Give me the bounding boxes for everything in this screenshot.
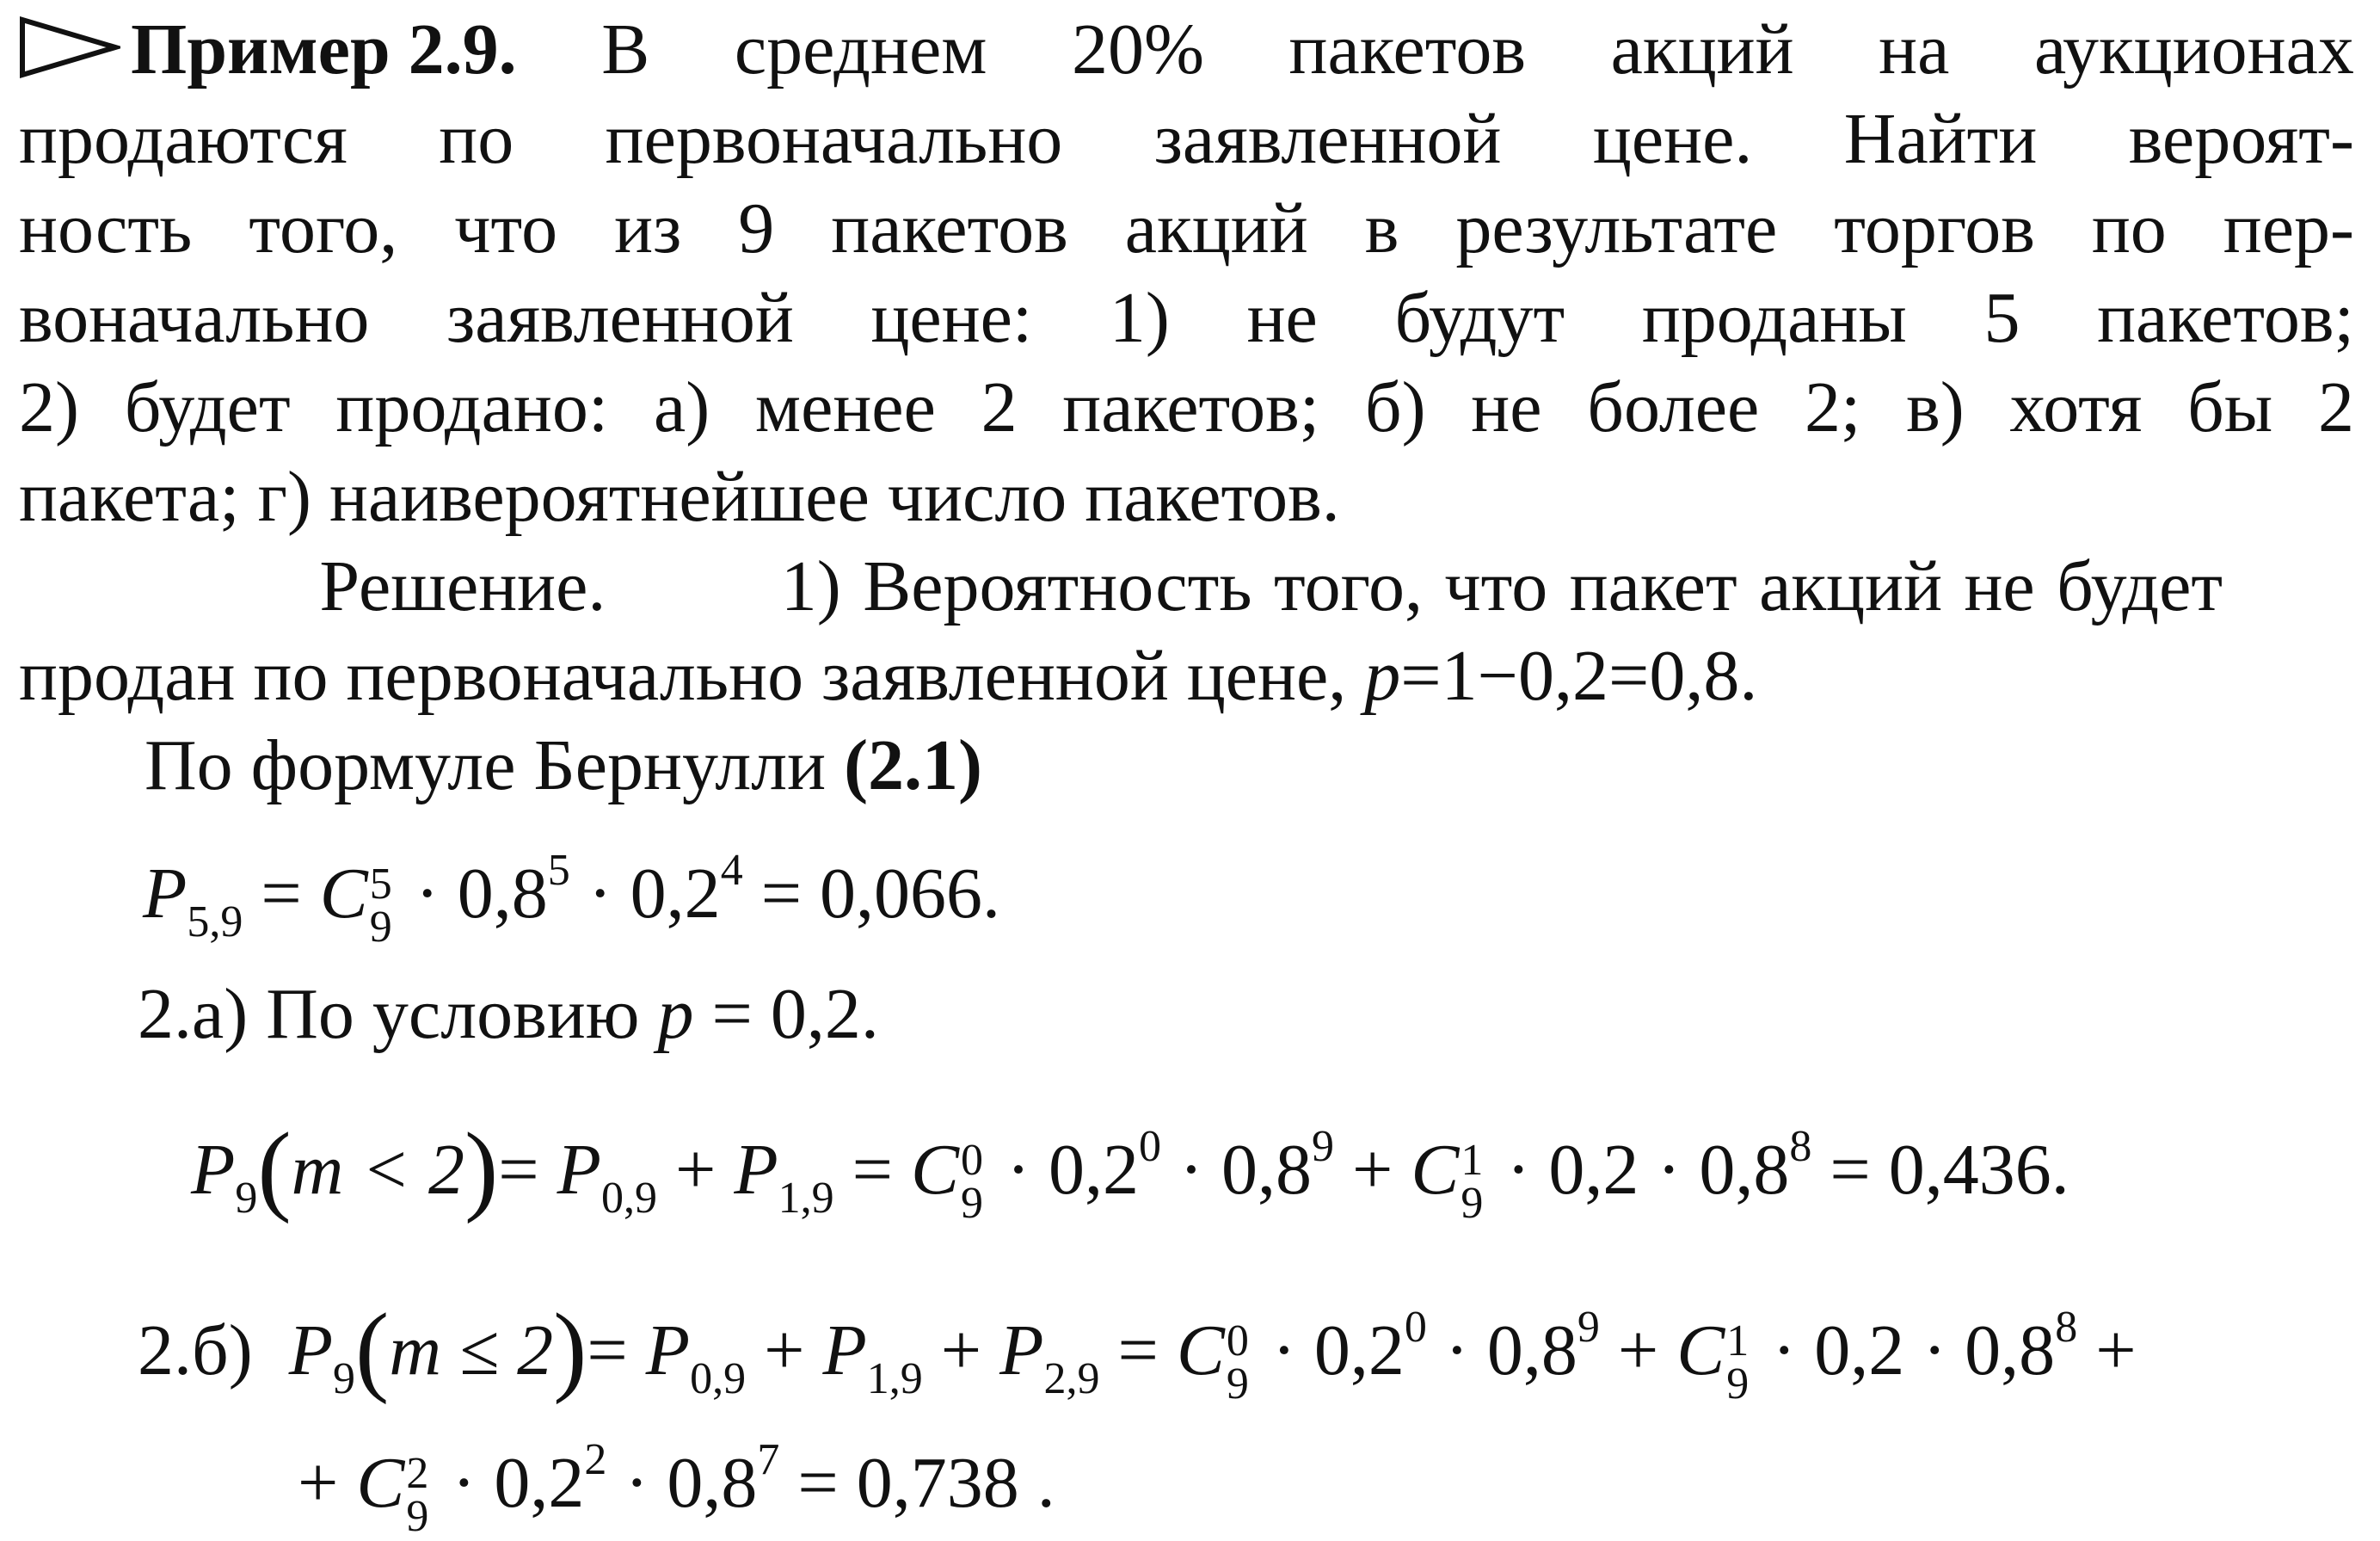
formula-superscript: 9 [1577, 1303, 1600, 1352]
formula-index [1226, 1316, 1249, 1408]
word: более [1587, 367, 1760, 447]
example-title: Пример 2.9. [131, 9, 517, 89]
word: не [1964, 546, 2035, 626]
formula-paren: ) [464, 1112, 499, 1224]
formula-superscript: 5 [547, 846, 570, 895]
problem-line-6-text: пакета; г) наивероятнейшее число пакетов. [19, 457, 1340, 537]
word: будет [2057, 546, 2223, 626]
formula-operator: = [261, 854, 302, 934]
formula-index [961, 1136, 984, 1228]
formula-result: = 0,436. [1830, 1130, 2069, 1210]
formula-symbol: C [356, 1443, 405, 1523]
word: проданы [1641, 278, 1907, 358]
formula-symbol: P [645, 1310, 691, 1390]
formula-operator: = [1117, 1310, 1159, 1390]
solution-line-2-var: p [1364, 636, 1401, 716]
formula-symbol: P [999, 1310, 1044, 1390]
formula-superscript: 1 [1726, 1316, 1750, 1365]
word: пакетов [1288, 9, 1527, 89]
formula-intro-line [19, 721, 2354, 811]
word: пер- [2223, 188, 2354, 268]
word: продано: [335, 367, 609, 447]
formula-superscript: 0 [1404, 1303, 1427, 1352]
case-2a-var: p [657, 974, 694, 1054]
formula-superscript: 0 [1139, 1122, 1162, 1171]
word: того, [249, 188, 398, 268]
solution-line-2-value: =1−0,2=0,8. [1400, 636, 1758, 716]
word: цене. [1592, 99, 1753, 179]
formula-superscript: 2 [406, 1449, 429, 1498]
word: 20% [1071, 9, 1204, 89]
formula-superscript: 8 [2055, 1303, 2078, 1352]
case-2a-line [138, 972, 879, 1056]
formula-index [369, 860, 392, 952]
case-2a-label: 2.а) По условию [138, 974, 640, 1054]
formula-index [406, 1449, 429, 1541]
formula-term: · 0,2 [1006, 1130, 1140, 1210]
formula-condition: m < 2 [291, 1130, 464, 1210]
solution-line-2 [19, 632, 2354, 721]
word: что [454, 188, 558, 268]
word: на [1879, 9, 1950, 89]
formula-subscript: 9 [1726, 1359, 1750, 1408]
formula-result: = 0,066. [760, 854, 1001, 934]
formula-operator: + [1352, 1130, 1393, 1210]
formula-superscript: 8 [1789, 1122, 1812, 1171]
word: цене: [870, 278, 1033, 358]
word: акций [1759, 546, 1943, 626]
word: заявленной [1153, 99, 1502, 179]
word: Решение. [319, 546, 606, 626]
formula-superscript: 7 [757, 1435, 780, 1484]
formula-term: · 0,2 [452, 1443, 585, 1523]
formula-paren: ( [355, 1292, 390, 1405]
word: 2 [2317, 367, 2354, 447]
word: по [2091, 188, 2167, 268]
word: Вероятность [863, 546, 1252, 626]
formula-term: · 0,8 [624, 1443, 758, 1523]
formula-term: · 0,2 [587, 854, 721, 934]
word: акций [1124, 188, 1308, 268]
formula-subscript: 0,9 [600, 1174, 657, 1223]
formula-index [1461, 1136, 1484, 1228]
word: по [439, 99, 514, 179]
formula-operator: + [674, 1130, 716, 1210]
formula-term: · 0,2 [1271, 1310, 1405, 1390]
problem-line-6 [19, 453, 2354, 542]
formula-superscript: 1 [1461, 1136, 1484, 1185]
formula-operator: + [764, 1310, 805, 1390]
problem-line-1 [19, 5, 2354, 95]
problem-line-4 [19, 274, 2354, 363]
word: торгов [1834, 188, 2035, 268]
formula-at-most-2 [138, 1291, 2137, 1408]
formula-intro-text: По формуле Бернулли [145, 725, 827, 805]
formula-subscript: 9 [235, 1174, 258, 1223]
formula-operator: = [852, 1130, 894, 1210]
word: 9 [738, 188, 775, 268]
formula-bernoulli-5-9 [143, 846, 1001, 952]
word: воначально [19, 278, 370, 358]
formula-superscript: 9 [1312, 1122, 1335, 1171]
word: заявленной [446, 278, 794, 358]
formula-term: · 0,2 · 0,8 [1772, 1310, 2056, 1390]
formula-symbol: C [1176, 1310, 1225, 1390]
problem-line-5 [19, 363, 2354, 453]
formula-at-most-2-continued [298, 1435, 1055, 1541]
formula-subscript: 9 [406, 1492, 429, 1541]
word: из [614, 188, 682, 268]
word: пакет [1569, 546, 1737, 626]
formula-symbol: P [191, 1130, 236, 1210]
formula-subscript: 5,9 [187, 897, 243, 946]
word: хотя [2009, 367, 2143, 447]
word: бы [2187, 367, 2273, 447]
formula-superscript: 2 [584, 1435, 607, 1484]
formula-symbol: C [911, 1130, 960, 1210]
formula-symbol: P [288, 1310, 334, 1390]
solution-line-1 [19, 542, 2354, 632]
word: в) [1906, 367, 1965, 447]
word: вероят- [2128, 99, 2354, 179]
formula-superscript: 0 [961, 1136, 984, 1185]
formula-subscript: 9 [333, 1354, 356, 1403]
word: менее [754, 367, 936, 447]
example-heading [19, 5, 517, 95]
word: б) [1364, 367, 1426, 447]
word: что [1444, 546, 1548, 626]
formula-subscript: 9 [961, 1179, 984, 1228]
word: продаются [19, 99, 347, 179]
word: 5 [1983, 278, 2020, 358]
formula-less-than-2 [191, 1110, 2069, 1227]
formula-symbol: P [143, 854, 188, 934]
formula-operator: + [940, 1310, 982, 1390]
formula-subscript: 0,9 [690, 1354, 747, 1403]
formula-subscript: 9 [1461, 1179, 1484, 1228]
solution-line-2-text: продан по первоначально заявленной цене, [19, 636, 1347, 716]
word: в [1364, 188, 1399, 268]
formula-operator: + [298, 1443, 339, 1523]
formula-subscript: 9 [369, 903, 392, 952]
formula-index [1726, 1316, 1750, 1408]
word: того, [1274, 546, 1423, 626]
word: пакетов; [2097, 278, 2354, 358]
formula-symbol: P [822, 1310, 867, 1390]
problem-line-2 [19, 95, 2354, 184]
word: 2 [981, 367, 1018, 447]
word: Найти [1843, 99, 2038, 179]
formula-symbol: C [1676, 1310, 1725, 1390]
word: аукционах [2033, 9, 2354, 89]
formula-operator: + [2095, 1310, 2137, 1390]
word: будут [1394, 278, 1565, 358]
word: не [1471, 367, 1542, 447]
word: а) [653, 367, 710, 447]
formula-term: · 0,8 [415, 854, 548, 934]
case-2a-value: = 0,2. [711, 974, 879, 1054]
formula-superscript: 5 [369, 860, 392, 909]
word: среднем [734, 9, 987, 89]
word: В [601, 9, 650, 89]
word: ность [19, 188, 193, 268]
formula-operator: + [1617, 1310, 1659, 1390]
example-text [19, 5, 2354, 811]
word: первоначально [605, 99, 1063, 179]
formula-paren: ( [257, 1112, 292, 1224]
formula-subscript: 2,9 [1043, 1354, 1100, 1403]
word: пакетов; [1062, 367, 1320, 447]
formula-operator: = [498, 1130, 539, 1210]
formula-paren: ) [553, 1292, 587, 1405]
formula-result: = 0,738 . [797, 1443, 1055, 1523]
formula-subscript: 1,9 [866, 1354, 923, 1403]
formula-superscript: 0 [1226, 1316, 1249, 1365]
formula-subscript: 9 [1226, 1359, 1249, 1408]
formula-term: · 0,8 [1179, 1130, 1313, 1210]
word: будет [124, 367, 291, 447]
word: пакетов [831, 188, 1068, 268]
formula-operator: = [587, 1310, 628, 1390]
formula-term: · 0,8 [1444, 1310, 1577, 1390]
formula-condition: m ≤ 2 [389, 1310, 554, 1390]
formula-superscript: 4 [720, 846, 743, 895]
word: 2; [1805, 367, 1861, 447]
triangle-marker-icon [19, 16, 131, 78]
formula-reference: (2.1) [844, 725, 983, 805]
formula-subscript: 1,9 [778, 1174, 834, 1223]
formula-symbol: C [319, 854, 368, 934]
word: 1) [780, 546, 841, 626]
formula-term: · 0,2 · 0,8 [1506, 1130, 1790, 1210]
word: не [1246, 278, 1318, 358]
problem-line-3 [19, 184, 2354, 274]
formula-symbol: P [734, 1130, 778, 1210]
word: 2) [19, 367, 79, 447]
word: 1) [1109, 278, 1170, 358]
formula-symbol: P [557, 1130, 601, 1210]
case-2b-label: 2.б) [138, 1310, 253, 1390]
word: результате [1455, 188, 1778, 268]
formula-symbol: C [1411, 1130, 1460, 1210]
word: акций [1610, 9, 1794, 89]
